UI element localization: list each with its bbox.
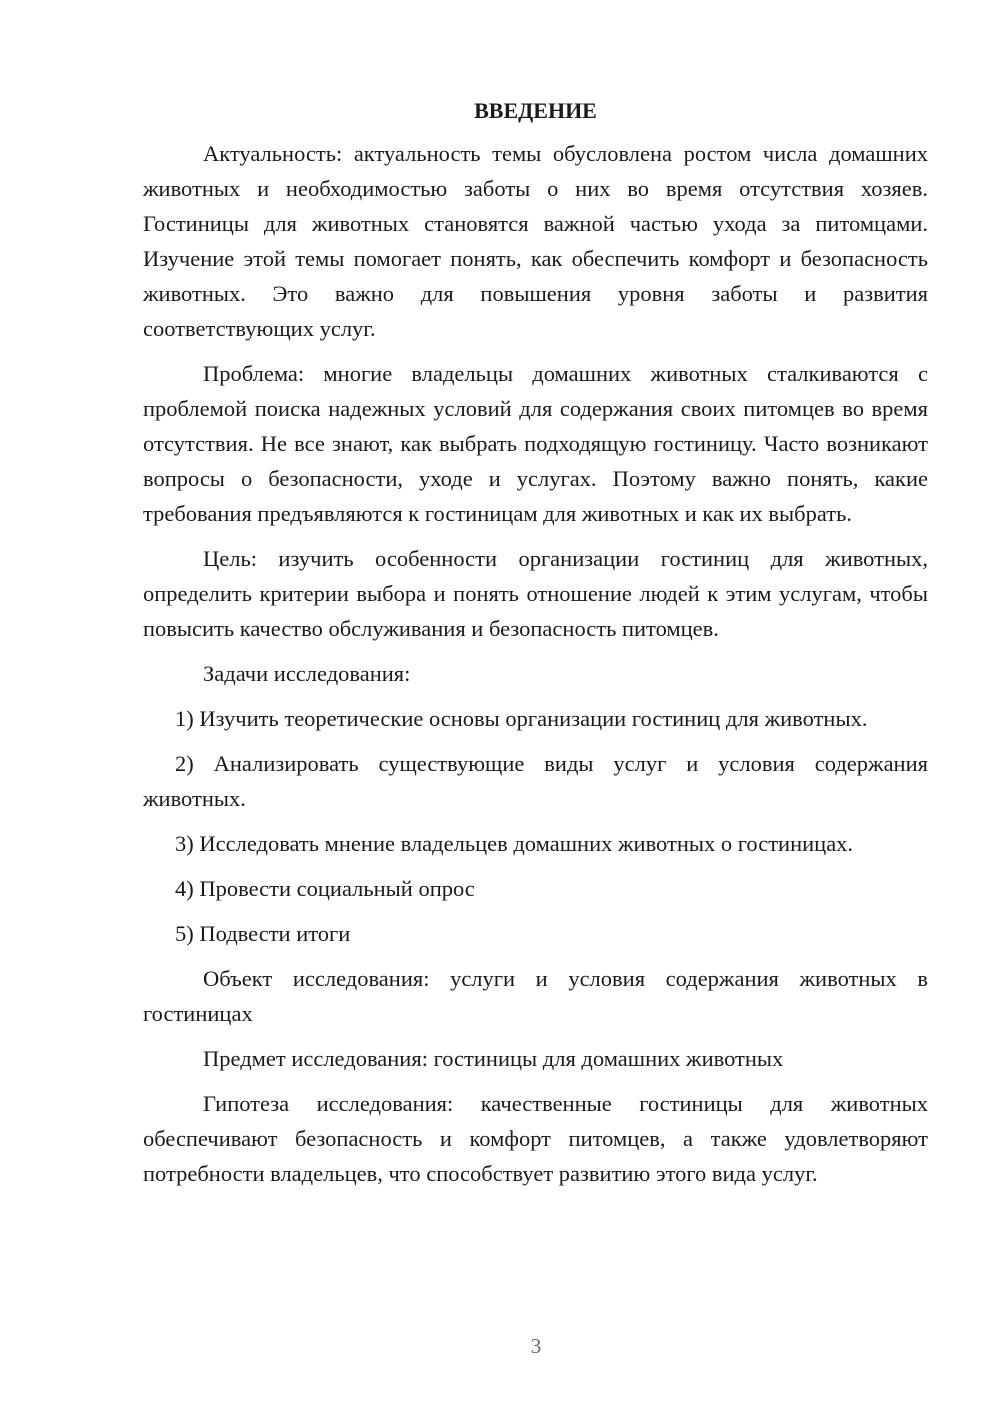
- problem-paragraph: Проблема: многие владельцы домашних животных сталкиваются с проблемой поиска надежных условий для содержания своих питомцев во время отсутствия. Не все знают, как выбрать подходящую гостиницу. Часто возникают вопросы о безопасности, уходе и услугах. Поэтому важно понять, какие требования предъявляются к гостиницам для животных и как их выбрать.: [143, 361, 928, 526]
- task-item-4: 4) Провести социальный опрос: [175, 876, 475, 901]
- document-page: [143, 96, 928, 1201]
- relevance-paragraph: Актуальность: актуальность темы обусловлена ростом числа домашних животных и необходимостью заботы о них во время отсутствия хозяев. Гостиницы для животных становятся важной частью ухода за питомцами. Изучение этой темы помогает понять, как обеспечить комфорт и безопасность животных. Это важно для повышения уровня заботы и развития соответствующих услуг.: [143, 141, 928, 341]
- goal-paragraph: Цель: изучить особенности организации гостиниц для животных, определить критерии выбора и понять отношение людей к этим услугам, чтобы повысить качество обслуживания и безопасность питомцев.: [143, 546, 928, 641]
- hypothesis-paragraph: Гипотеза исследования: качественные гостиницы для животных обеспечивают безопасность и комфорт питомцев, а также удовлетворяют потребности владельцев, что способствует развитию этого вида услуг.: [143, 1091, 928, 1186]
- task-item-2: 2) Анализировать существующие виды услуг и условия содержания животных.: [143, 751, 928, 811]
- page-number: 3: [530, 1334, 542, 1358]
- object-paragraph: Объект исследования: услуги и условия содержания животных в гостиницах: [143, 966, 928, 1026]
- section-heading: ВВЕДЕНИЕ: [474, 98, 597, 123]
- task-item-1: 1) Изучить теоретические основы организации гостиниц для животных.: [175, 706, 868, 731]
- subject-paragraph: Предмет исследования: гостиницы для домашних животных: [203, 1046, 784, 1071]
- tasks-title: Задачи исследования:: [203, 661, 411, 686]
- task-item-5: 5) Подвести итоги: [175, 921, 351, 946]
- task-item-3: 3) Исследовать мнение владельцев домашних животных о гостиницах.: [175, 831, 854, 856]
